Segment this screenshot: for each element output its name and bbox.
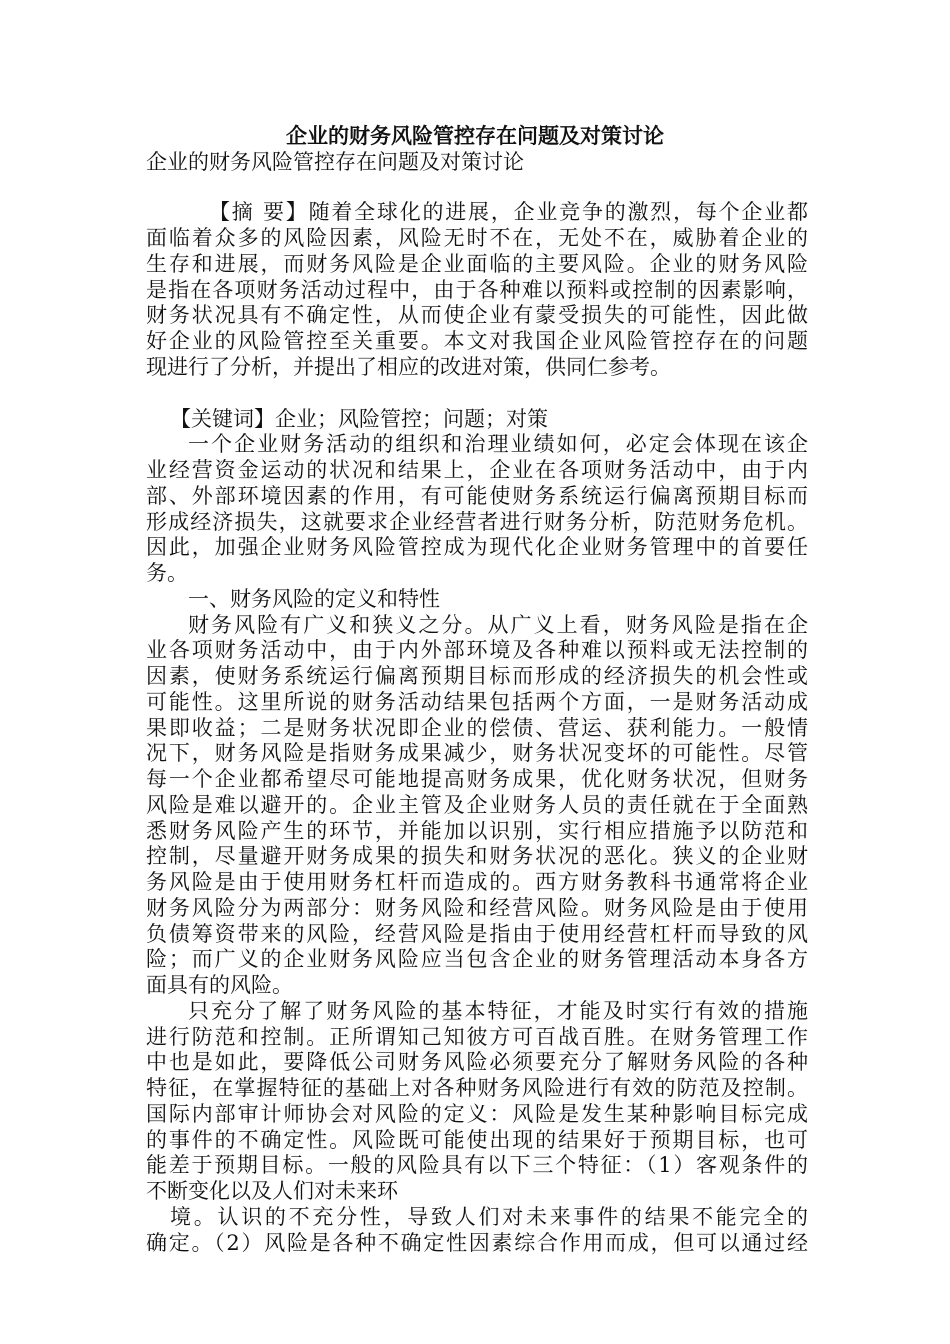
body-line: 控制，尽量避开财务成果的损失和财务状况的恶化。狭义的企业财 <box>146 844 808 868</box>
body-line: 能差于预期目标。一般的风险具有以下三个特征：（1）客观条件的 <box>146 1153 808 1177</box>
section-heading: 一、财务风险的定义和特性 <box>188 587 440 611</box>
abstract-line: 好企业的风险管控至关重要。本文对我国企业风险管控存在的问题 <box>146 329 808 353</box>
body-line: 因素，使财务系统运行偏离预期目标而形成的经济损失的机会性或 <box>146 664 808 688</box>
body-line: 况下，财务风险是指财务成果减少，财务状况变坏的可能性。尽管 <box>146 741 808 765</box>
body-line: 的事件的不确定性。风险既可能使出现的结果好于预期目标，也可 <box>146 1128 808 1152</box>
body-line: 可能性。这里所说的财务活动结果包括两个方面，一是财务活动成 <box>146 690 808 714</box>
body-line: 业经营资金运动的状况和结果上，企业在各项财务活动中，由于内 <box>146 458 808 482</box>
body-line: 进行防范和控制。正所谓知己知彼方可百战百胜。在财务管理工作 <box>146 1025 808 1049</box>
body-line: 确定。（2）风险是各种不确定性因素综合作用而成，但可以通过经 <box>146 1231 808 1255</box>
body-line: 面具有的风险。 <box>146 973 293 997</box>
body-line: 因此，加强企业财务风险管控成为现代化企业财务管理中的首要任 <box>146 535 808 559</box>
body-line: 只充分了解了财务风险的基本特征，才能及时实行有效的措施 <box>188 999 808 1023</box>
body-line: 境。认识的不充分性，导致人们对未来事件的结果不能完全的 <box>170 1205 808 1229</box>
abstract-line: 生存和进展，而财务风险是企业面临的主要风险。企业的财务风险 <box>146 252 808 276</box>
body-line: 风险是难以避开的。企业主管及企业财务人员的责任就在于全面熟 <box>146 793 808 817</box>
body-line: 不断变化以及人们对未来环 <box>146 1179 398 1203</box>
body-line: 务。 <box>146 561 188 585</box>
body-line: 中也是如此，要降低公司财务风险必须要充分了解财务风险的各种 <box>146 1050 808 1074</box>
body-line: 务风险是由于使用财务杠杆而造成的。西方财务教科书通常将企业 <box>146 870 808 894</box>
document-title: 企业的财务风险管控存在问题及对策讨论 <box>286 123 664 148</box>
document-subtitle: 企业的财务风险管控存在问题及对策讨论 <box>146 150 524 174</box>
keywords-line: 【关键词】企业；风险管控；问题；对策 <box>170 407 548 431</box>
body-line: 一个企业财务活动的组织和治理业绩如何，必定会体现在该企 <box>188 432 808 456</box>
body-line: 险；而广义的企业财务风险应当包含企业的财务管理活动本身各方 <box>146 947 808 971</box>
abstract-line: 财务状况具有不确定性，从而使企业有蒙受损失的可能性，因此做 <box>146 303 808 327</box>
body-line: 负债筹资带来的风险，经营风险是指由于使用经营杠杆而导致的风 <box>146 922 808 946</box>
body-line: 业各项财务活动中，由于内外部环境及各种难以预料或无法控制的 <box>146 638 808 662</box>
abstract-line: 是指在各项财务活动过程中，由于各种难以预料或控制的因素影响， <box>146 278 808 302</box>
body-line: 特征，在掌握特征的基础上对各种财务风险进行有效的防范及控制。 <box>146 1076 808 1100</box>
abstract-line: 【摘 要】随着全球化的进展，企业竞争的激烈，每个企业都 <box>209 200 808 224</box>
body-line: 悉财务风险产生的环节，并能加以识别，实行相应措施予以防范和 <box>146 819 808 843</box>
body-line: 财务风险分为两部分：财务风险和经营风险。财务风险是由于使用 <box>146 896 808 920</box>
body-line: 形成经济损失，这就要求企业经营者进行财务分析，防范财务危机。 <box>146 510 808 534</box>
abstract-line: 现进行了分析，并提出了相应的改进对策，供同仁参考。 <box>146 355 671 379</box>
body-line: 国际内部审计师协会对风险的定义：风险是发生某种影响目标完成 <box>146 1102 808 1126</box>
abstract-line: 面临着众多的风险因素，风险无时不在，无处不在，威胁着企业的 <box>146 226 808 250</box>
body-line: 果即收益；二是财务状况即企业的偿债、营运、获利能力。一般情 <box>146 716 808 740</box>
body-line: 每一个企业都希望尽可能地提高财务成果，优化财务状况，但财务 <box>146 767 808 791</box>
body-line: 财务风险有广义和狭义之分。从广义上看，财务风险是指在企 <box>188 613 808 637</box>
body-line: 部、外部环境因素的作用，有可能使财务系统运行偏离预期目标而 <box>146 484 808 508</box>
